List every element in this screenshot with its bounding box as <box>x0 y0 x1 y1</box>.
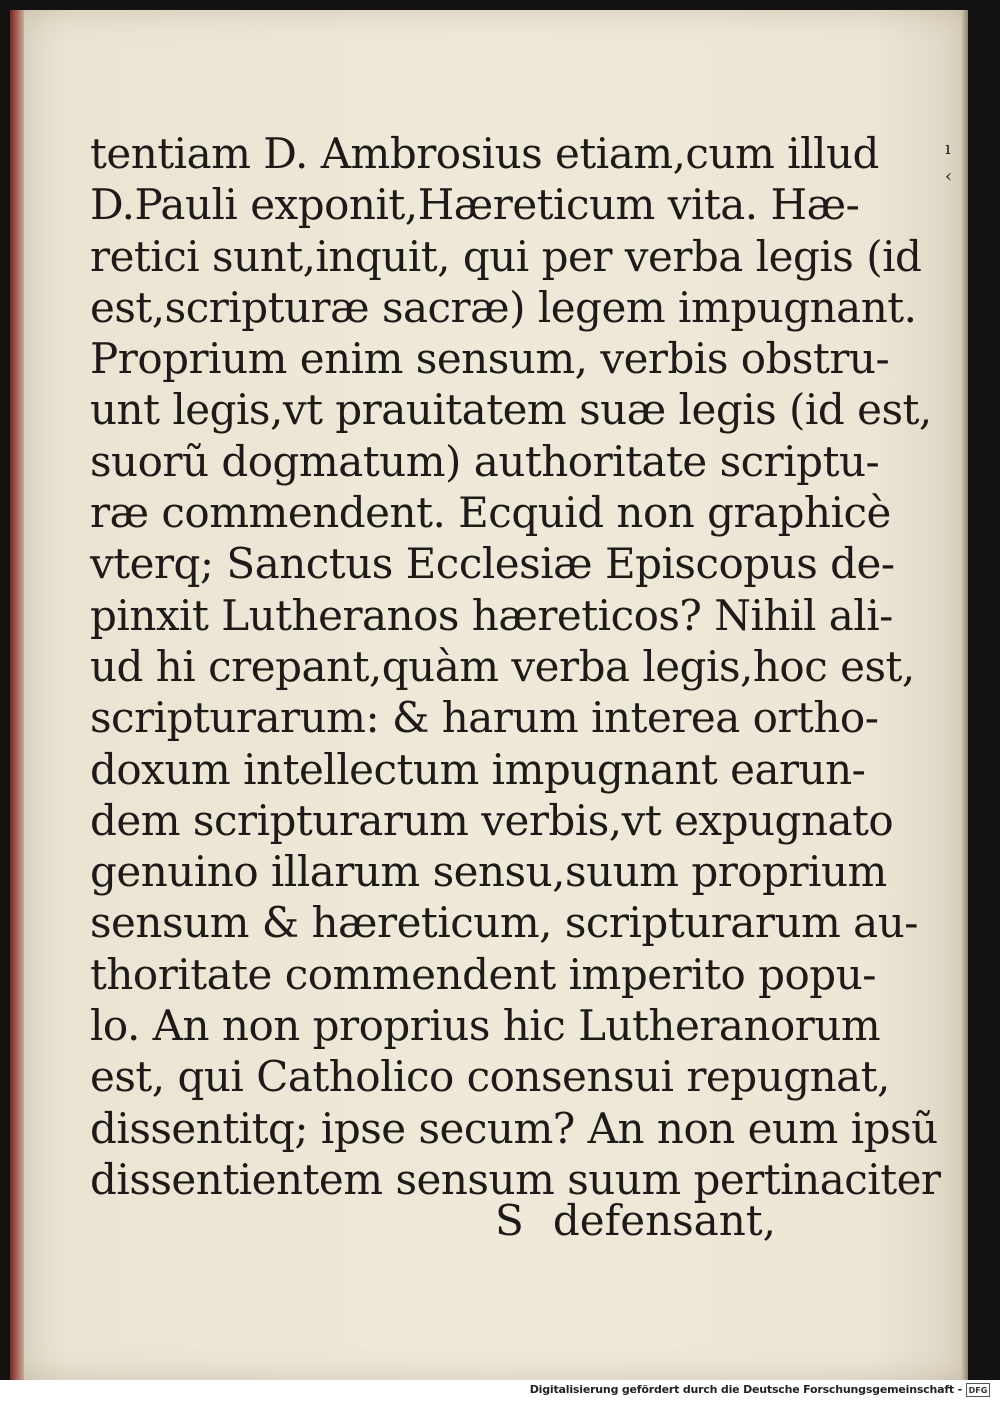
dfg-logo-icon: DFG <box>966 1383 990 1397</box>
text-line: unt legis,vt prauitatem suæ legis (id est, <box>90 385 932 435</box>
book-page <box>10 10 968 1380</box>
page-foot-line <box>90 1196 780 1248</box>
text-line: est, qui Catholico consensui repugnat, <box>90 1052 890 1102</box>
text-line: doxum intellectum impugnant earun- <box>90 744 866 794</box>
text-line: ræ commendent. Ecquid non graphicè <box>90 488 891 538</box>
text-line: D.Pauli exponit,Hæreticum vita. Hæ- <box>90 180 860 230</box>
text-line: suorũ dogmatum) authoritate scriptu- <box>90 436 880 486</box>
text-line: tentiam D. Ambrosius etiam,cum illud <box>90 129 879 178</box>
catchword: defensant, <box>552 1196 776 1245</box>
text-line: lo. An non proprius hic Lutheranorum <box>90 1001 881 1051</box>
text-line: ud hi crepant,quàm verba legis,hoc est, <box>90 641 915 691</box>
text-line: est,scripturæ sacræ) legem impugnant. <box>90 282 917 332</box>
text-line: genuino illarum sensu,suum proprium <box>90 847 887 897</box>
margin-mark: ‹ <box>945 166 953 187</box>
text-line: scripturarum: & harum interea ortho- <box>90 693 879 743</box>
signature-mark: S <box>495 1196 524 1245</box>
text-line: Proprium enim sensum, verbis obstru- <box>90 334 890 384</box>
text-line: retici sunt,inquit, qui per verba legis (id <box>90 231 922 281</box>
text-line: thoritate commendent imperito popu- <box>90 949 876 999</box>
text-line: sensum & hæreticum, scripturarum au- <box>90 898 918 948</box>
text-line: vterq; Sanctus Ecclesiæ Episcopus de- <box>90 539 895 589</box>
text-line: dissentientem sensum suum pertinaciter <box>90 1154 941 1204</box>
book-spine-edge <box>10 10 24 1380</box>
page-fore-edge <box>962 10 968 1380</box>
text-line: dem scripturarum verbis,vt expugnato <box>90 795 894 845</box>
text-line: dissentitq; ipse secum? An non eum ipsũ <box>90 1103 938 1153</box>
text-line: pinxit Lutheranos hæreticos? Nihil ali- <box>90 590 893 640</box>
footer-bar <box>0 1380 1000 1401</box>
margin-marks <box>945 135 965 205</box>
footer-credit: Digitalisierung gefördert durch die Deutsche Forschungsgemeinschaft - <box>529 1383 962 1396</box>
body-text <box>90 128 941 1205</box>
margin-mark: ı <box>945 138 951 159</box>
